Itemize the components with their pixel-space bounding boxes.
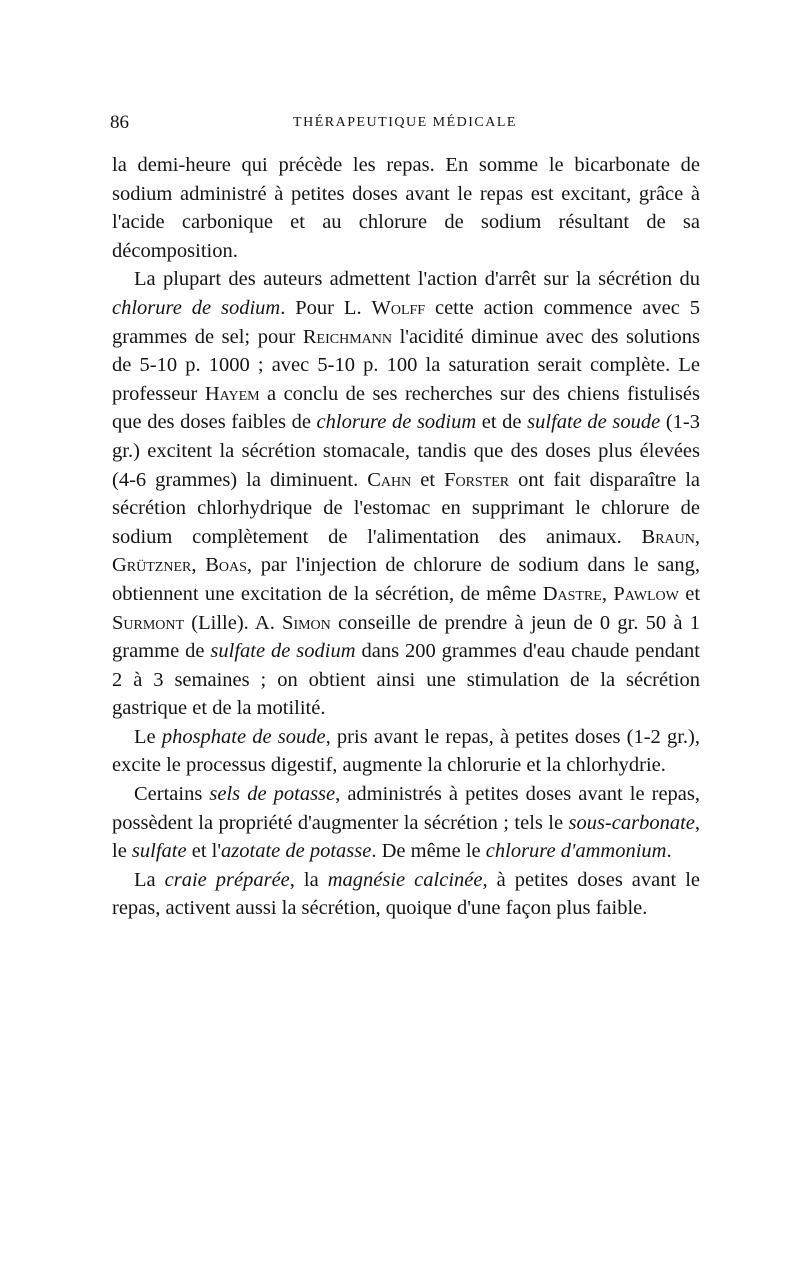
italic-term: phosphate de soude <box>161 725 326 748</box>
text-run: Le <box>134 725 162 748</box>
text-run: , pris avant le repas, à petites doses (1-2 gr.), excite le processus digestif, augmente la chlorurie et la chlorhydrie. <box>112 725 701 777</box>
text-run: , par l'injection de chlorure de sodium dans le sang, obtiennent une excitation de la sécrétion, de même <box>112 554 701 605</box>
author-name: Cahn <box>367 468 412 491</box>
text-run: , administrés à petites doses avant le repas, possèdent la propriété d'augmenter la sécrétion ; tels le <box>112 783 700 834</box>
text-run: cette action commence avec 5 grammes de sel; pour <box>112 296 700 348</box>
text-run: et de <box>476 411 528 434</box>
italic-term: chlorure d'ammonium <box>485 840 667 863</box>
text-run: a conclu de ses recherches sur des chiens fistulisés que des doses faibles de <box>112 382 700 434</box>
italic-term: chlorure de sodium <box>112 296 281 319</box>
italic-term: magnésie calcinée <box>327 868 483 891</box>
text-run: . De même le <box>371 840 486 863</box>
text-run: et <box>411 468 445 491</box>
author-name: Wolff <box>371 296 426 319</box>
text-run: , la <box>289 868 328 891</box>
body-text <box>112 151 700 923</box>
author-name: Reichmann <box>302 325 392 348</box>
paragraph <box>112 265 700 723</box>
text-run: , <box>191 554 206 577</box>
author-name: Dastre <box>542 582 602 605</box>
text-run: . Pour L. <box>280 296 372 319</box>
paragraph <box>112 723 700 780</box>
text-run: . <box>666 840 672 863</box>
italic-term: chlorure de sodium <box>316 411 477 434</box>
text-run: dans 200 grammes d'eau chaude pendant 2 à 3 semaines ; on obtient ainsi une stimulation de la sécrétion gastrique et de la motilité. <box>112 640 700 720</box>
text-run: l'acidité diminue avec des solutions de 5-10 p. 1000 ; avec 5-10 p. 100 la saturation serait complète. Le professeur <box>112 325 700 405</box>
author-name: Braun <box>641 525 695 548</box>
text-run: La <box>134 868 165 891</box>
text-run: , le <box>112 811 700 863</box>
author-name: Boas <box>205 554 247 577</box>
text-run: (Lille). A. <box>184 611 283 634</box>
italic-term: sous-carbonate <box>568 811 695 834</box>
page-header <box>110 112 700 140</box>
author-name: Hayem <box>204 382 260 405</box>
author-name: Grützner <box>112 554 192 577</box>
page-number: 86 <box>110 112 129 133</box>
text-run: , <box>601 582 614 605</box>
author-name: Pawlow <box>613 582 679 605</box>
text-run: et l' <box>186 840 222 863</box>
text-run: , <box>694 525 700 548</box>
author-name: Simon <box>282 611 331 634</box>
italic-term: azotate de potasse <box>221 840 372 863</box>
text-run: et <box>678 582 701 605</box>
paragraph <box>112 866 700 923</box>
text-run: , à petites doses avant le repas, activent aussi la sécrétion, quoique d'une façon plus faible. <box>112 868 701 920</box>
text-run: ont fait disparaître la sécrétion chlorhydrique de l'estomac en supprimant le chlorure de sodium complètement de l'alimentation des animaux. <box>112 468 700 548</box>
italic-term: craie préparée <box>164 868 290 891</box>
italic-term: sulfate de sodium <box>210 640 356 663</box>
italic-term: sulfate de soude <box>527 411 661 434</box>
running-title: THÉRAPEUTIQUE MÉDICALE <box>293 115 517 130</box>
text-run: Certains <box>134 783 210 806</box>
author-name: Surmont <box>112 611 185 634</box>
paragraph <box>112 780 700 866</box>
italic-term: sulfate <box>131 840 187 863</box>
italic-term: sels de potasse <box>209 783 336 806</box>
text-run: La plupart des auteurs admettent l'action d'arrêt sur la sécrétion du <box>134 268 700 291</box>
text-run: la demi-heure qui précède les repas. En somme le bicarbonate de sodium administré à petites doses avant le repas est excitant, grâce à l'acide carbonique et au chlorure de sodium résultant de sa décomposition. <box>112 154 700 262</box>
paragraph <box>112 151 700 265</box>
text-run: conseille de prendre à jeun de 0 gr. 50 à 1 gramme de <box>112 611 700 663</box>
author-name: Forster <box>444 468 510 491</box>
text-run: (1-3 gr.) excitent la sécrétion stomacale, tandis que des doses plus élevées (4-6 grammes) la diminuent. <box>112 411 700 491</box>
